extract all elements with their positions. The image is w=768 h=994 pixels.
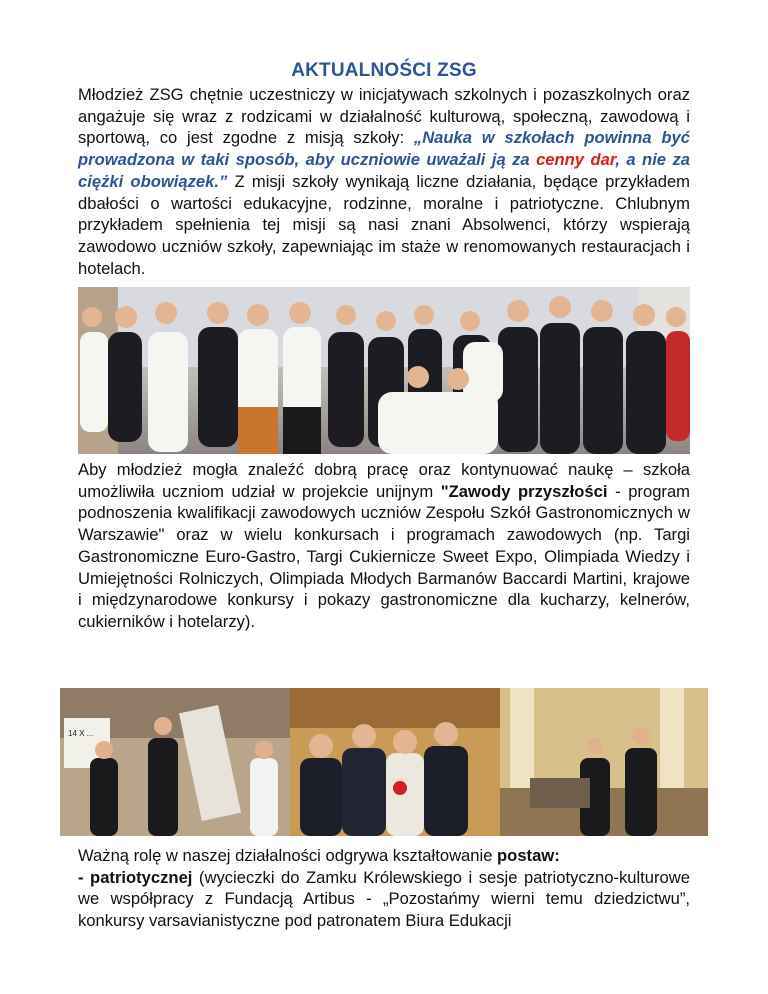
photo-collage-illustration	[60, 688, 708, 836]
attitudes-label: postaw:	[497, 846, 560, 865]
paragraph-projects	[78, 459, 690, 633]
quote-highlight: cenny dar	[536, 150, 616, 170]
group-photo-illustration	[78, 287, 690, 454]
attitudes-intro: Ważną rolę w naszej działalności odgrywa kształtowanie	[78, 846, 498, 865]
patriotic-text: (wycieczki do Zamku Królewskiego i sesje patriotyczno-kulturowe we współpracy z Fundacją Artibus - „Pozostańmy wierni temu dziedzictwu”, konkursy varsavianistyczne pod patronatem Biura Edukacji	[78, 867, 690, 931]
paragraph-mission	[78, 84, 690, 279]
mission-intro: Młodzież ZSG chętnie uczestniczy w inicjatywach szkolnych i pozaszkolnych oraz angażuje się wraz z rodzicami w działalność kulturową, społeczną, zawodową i sportową, co jest zgodne z misją szkoły:	[78, 85, 690, 148]
banner-text: 14 X ...	[68, 729, 94, 738]
page-title: AKTUALNOŚCI ZSG	[291, 60, 477, 81]
quote-part-a: „Nauka w szkołach powinna być prowadzona w taki sposób, aby uczniowie uważali ją za	[78, 128, 690, 170]
paragraph-attitudes	[78, 845, 690, 932]
photo-collage	[60, 688, 708, 836]
projects-rest: - program podnoszenia kwalifikacji zawodowych uczniów Zespołu Szkół Gastronomicznych w Warszawie" oraz w wielu konkursach i programach zawodowych (np. Targi Gastronomiczne Euro-Gastro, Targi Cukiernicze Sweet Expo, Olimpiada Wiedzy i Umiejętności Rolniczych, Olimpiada Młodych Barmanów Baccardi Martini, krajowe i międzynarodowe konkursy i pokazy gastronomiczne dla kucharzy, kelnerów, cukierników i hotelarzy).	[78, 481, 690, 631]
project-name: "Zawody przyszłości	[440, 481, 608, 501]
patriotic-label: - patriotycznej	[78, 867, 193, 887]
quote-part-b: , a nie za ciężki obowiązek.”	[78, 150, 690, 191]
projects-intro: Aby młodzież mogła znaleźć dobrą pracę oraz kontynuować naukę – szkoła umożliwiła uczniom udział w projekcie unijnym	[78, 460, 690, 501]
group-photo	[78, 287, 690, 454]
mission-rest: Z misji szkoły wynikają liczne działania, będące przykładem dbałości o wartości edukacyjne, rodzinne, moralne i patriotyczne. Chlubnym przykładem spełnienia tej misji są nasi znani Absolwenci, którzy wspierają zawodowo uczniów szkoły, zapewniając im staże w renomowanych restauracjach i hotelach.	[78, 171, 690, 278]
